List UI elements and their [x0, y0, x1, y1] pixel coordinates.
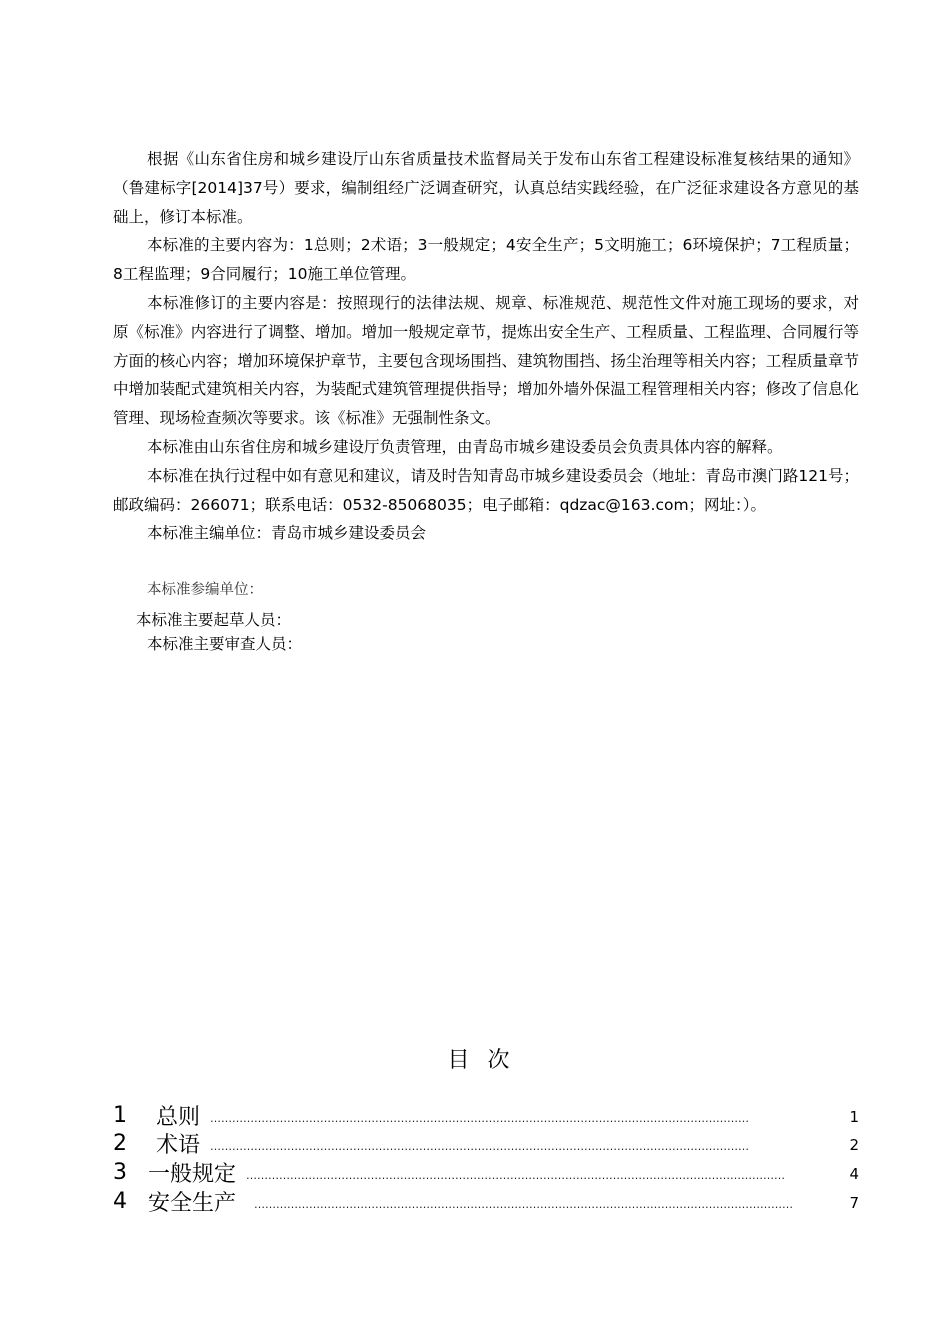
foreword-body	[113, 145, 859, 548]
toc-entry-label: 安全生产	[148, 1190, 237, 1216]
toc-leader-dots: …………………………………………………………………………………………………………………………………	[254, 1197, 794, 1211]
drafters-line: 本标准主要起草人员：	[136, 611, 292, 629]
participants-line: 本标准参编单位：	[147, 582, 263, 598]
toc-entry-label: 总则	[156, 1104, 201, 1130]
toc-entry-number: 1	[113, 1102, 127, 1128]
paragraph-revision: 本标准修订的主要内容是：按照现行的法律法规、规章、标准规范、规范性文件对施工现场的要求，对原《标准》内容进行了调整、增加。增加一般规定章节，提炼出安全生产、工程质量、工程监理、合同履行等方面的核心内容；增加环境保护章节，主要包含现场围挡、建筑物围挡、扬尘治理等相关内容；工程质量章节中增加装配式建筑相关内容，为装配式建筑管理提供指导；增加外墙外保温工程管理相关内容；修改了信息化管理、现场检查频次等要求。该《标准》无强制性条文。	[113, 293, 859, 428]
paragraph-management: 本标准由山东省住房和城乡建设厅负责管理，由青岛市城乡建设委员会负责具体内容的解释。	[147, 437, 783, 456]
toc-entry-label: 一般规定	[148, 1161, 237, 1187]
toc-entry-page: 4	[849, 1165, 859, 1183]
toc-entry[interactable]	[113, 1187, 859, 1215]
reviewers-line: 本标准主要审查人员：	[147, 635, 303, 653]
toc-leader-dots: …………………………………………………………………………………………………………………………………	[210, 1111, 750, 1125]
toc-entry-number: 3	[113, 1159, 127, 1185]
toc-title: 目次	[447, 1048, 528, 1073]
toc-entry[interactable]	[113, 1101, 859, 1129]
toc-entry-page: 1	[849, 1108, 859, 1126]
paragraph-main-content: 本标准的主要内容为：1总则；2术语；3一般规定；4安全生产；5文明施工；6环境保护；7工程质量；8工程监理；9合同履行；10施工单位管理。	[113, 236, 859, 284]
toc-leader-dots: …………………………………………………………………………………………………………………………………	[246, 1168, 786, 1182]
toc-entry[interactable]	[113, 1129, 859, 1157]
toc-entry-label: 术语	[156, 1132, 201, 1158]
paragraph-basis: 根据《山东省住房和城乡建设厅山东省质量技术监督局关于发布山东省工程建设标准复核结果的通知》（鲁建标字[2014]37号）要求，编制组经广泛调查研究，认真总结实践经验，在广泛征求建设各方意见的基础上，修订本标准。	[113, 150, 859, 226]
paragraph-feedback: 本标准在执行过程中如有意见和建议，请及时告知青岛市城乡建设委员会（地址：青岛市澳门路121号；邮政编码：266071；联系电话：0532-85068035；电子邮箱：qdzac@163.com；网址：）。	[113, 466, 859, 514]
chief-editor-line: 本标准主编单位：青岛市城乡建设委员会	[147, 524, 427, 543]
toc-entry-number: 2	[113, 1130, 127, 1156]
toc-entry-number: 4	[113, 1188, 127, 1214]
toc-entry[interactable]	[113, 1158, 859, 1186]
toc-leader-dots: …………………………………………………………………………………………………………………………………	[210, 1139, 750, 1153]
toc-entry-page: 2	[849, 1136, 859, 1154]
toc-entry-page: 7	[849, 1194, 859, 1212]
